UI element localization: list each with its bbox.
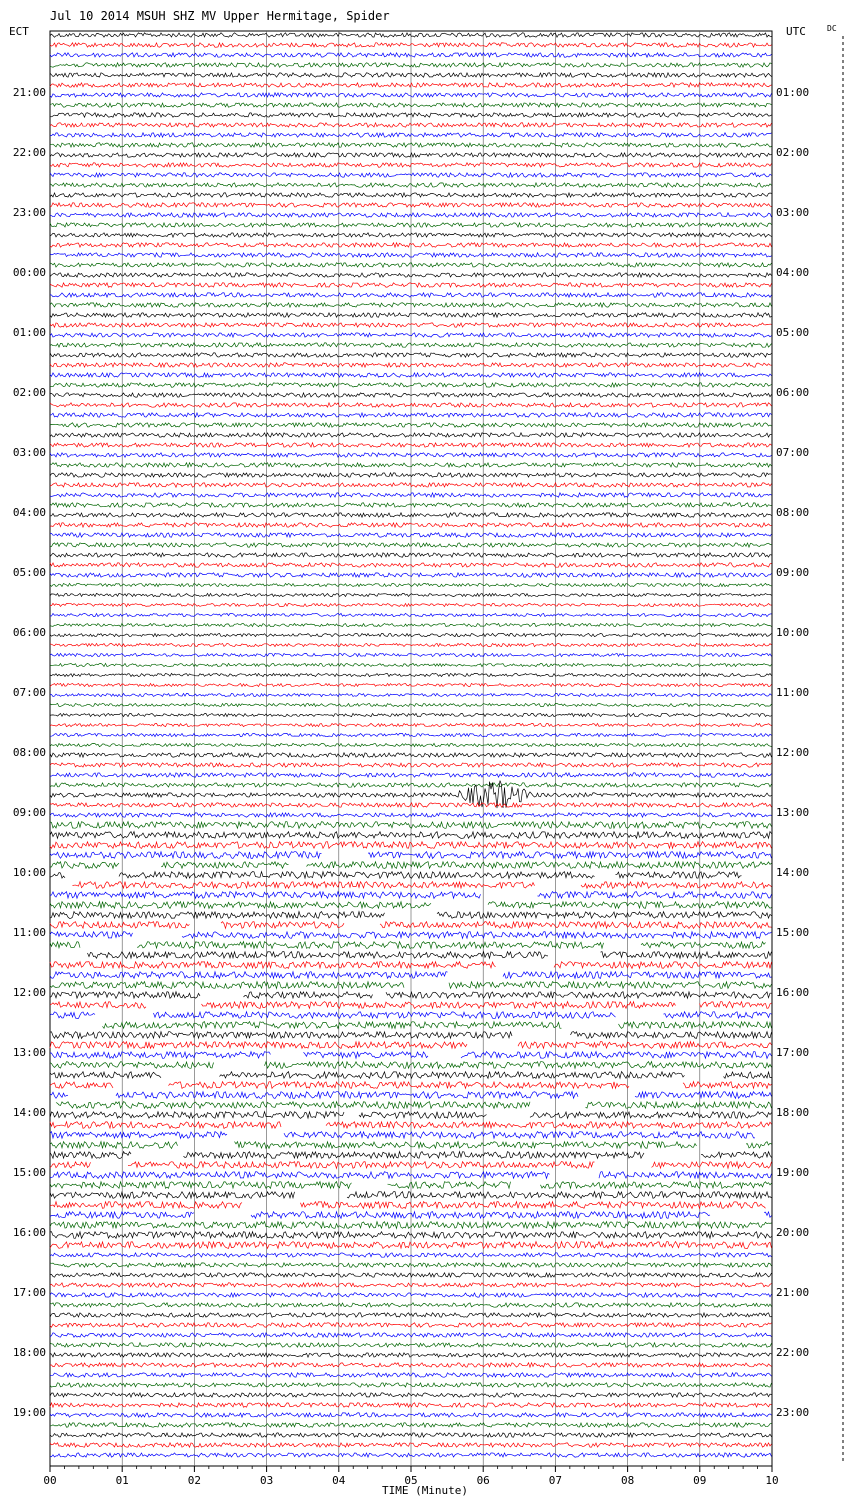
right-hour-label: 01:00 (776, 86, 810, 99)
left-hour-label: 06:00 (12, 626, 46, 639)
right-hour-label: 11:00 (776, 686, 810, 699)
trace-line (50, 942, 766, 949)
right-hour-label: 16:00 (776, 986, 810, 999)
trace-line (50, 872, 742, 879)
x-tick-label: 03 (259, 1474, 274, 1487)
left-hour-label: 22:00 (12, 146, 46, 159)
right-hour-label: 23:00 (776, 1406, 810, 1419)
right-hour-label: 09:00 (776, 566, 810, 579)
left-hour-label: 21:00 (12, 86, 46, 99)
right-timezone-label: UTC (786, 25, 806, 38)
right-hour-label: 04:00 (776, 266, 810, 279)
left-timezone-label: ECT (9, 25, 29, 38)
left-hour-label: 12:00 (12, 986, 46, 999)
chart-title: Jul 10 2014 MSUH SHZ MV Upper Hermitage, Spider (50, 9, 390, 23)
left-hour-label: 10:00 (12, 866, 46, 879)
left-hour-label: 23:00 (12, 206, 46, 219)
x-tick-label: 02 (187, 1474, 202, 1487)
left-hour-label: 17:00 (12, 1286, 46, 1299)
right-hour-label: 13:00 (776, 806, 810, 819)
left-hour-label: 18:00 (12, 1346, 46, 1359)
left-hour-label: 16:00 (12, 1226, 46, 1239)
right-hour-label: 19:00 (776, 1166, 810, 1179)
right-hour-label: 08:00 (776, 506, 810, 519)
dc-label: DC (827, 24, 837, 33)
left-hour-label: 05:00 (12, 566, 46, 579)
left-hour-label: 09:00 (12, 806, 46, 819)
x-tick-label: 00 (43, 1474, 57, 1487)
trace-line (88, 952, 772, 959)
left-hour-label: 19:00 (12, 1406, 46, 1419)
right-hour-label: 18:00 (776, 1106, 810, 1119)
left-hour-label: 13:00 (12, 1046, 46, 1059)
right-hour-label: 15:00 (776, 926, 810, 939)
left-hour-label: 03:00 (12, 446, 46, 459)
left-hour-label: 07:00 (12, 686, 46, 699)
trace-line (103, 1022, 772, 1029)
left-hour-label: 11:00 (12, 926, 46, 939)
x-tick-label: 05 (404, 1474, 418, 1487)
trace-line (73, 882, 772, 889)
x-tick-label: 01 (115, 1474, 129, 1487)
x-tick-label: 10 (765, 1474, 779, 1487)
right-hour-label: 02:00 (776, 146, 810, 159)
x-tick-label: 09 (693, 1474, 707, 1487)
right-hour-label: 22:00 (776, 1346, 810, 1359)
right-hour-label: 21:00 (776, 1286, 810, 1299)
left-hour-label: 04:00 (12, 506, 46, 519)
trace-line (50, 1132, 755, 1139)
right-hour-label: 05:00 (776, 326, 810, 339)
right-hour-label: 03:00 (776, 206, 810, 219)
left-hour-label: 15:00 (12, 1166, 46, 1179)
x-tick-label: 07 (548, 1474, 563, 1487)
x-tick-label: 08 (620, 1474, 635, 1487)
left-hour-label: 14:00 (12, 1106, 46, 1119)
left-hour-label: 01:00 (12, 326, 46, 339)
left-hour-label: 00:00 (12, 266, 46, 279)
x-tick-label: 06 (476, 1474, 490, 1487)
right-hour-label: 12:00 (776, 746, 810, 759)
x-axis-title: TIME (Minute) (381, 1484, 469, 1497)
right-hour-label: 17:00 (776, 1046, 810, 1059)
right-hour-label: 14:00 (776, 866, 810, 879)
trace-line (56, 1102, 772, 1109)
right-hour-label: 06:00 (776, 386, 810, 399)
trace-line (50, 1202, 766, 1209)
left-hour-label: 08:00 (12, 746, 46, 759)
right-hour-label: 10:00 (776, 626, 810, 639)
right-hour-label: 07:00 (776, 446, 810, 459)
left-hour-label: 02:00 (12, 386, 46, 399)
x-tick-label: 04 (332, 1474, 346, 1487)
right-hour-label: 20:00 (776, 1226, 810, 1239)
